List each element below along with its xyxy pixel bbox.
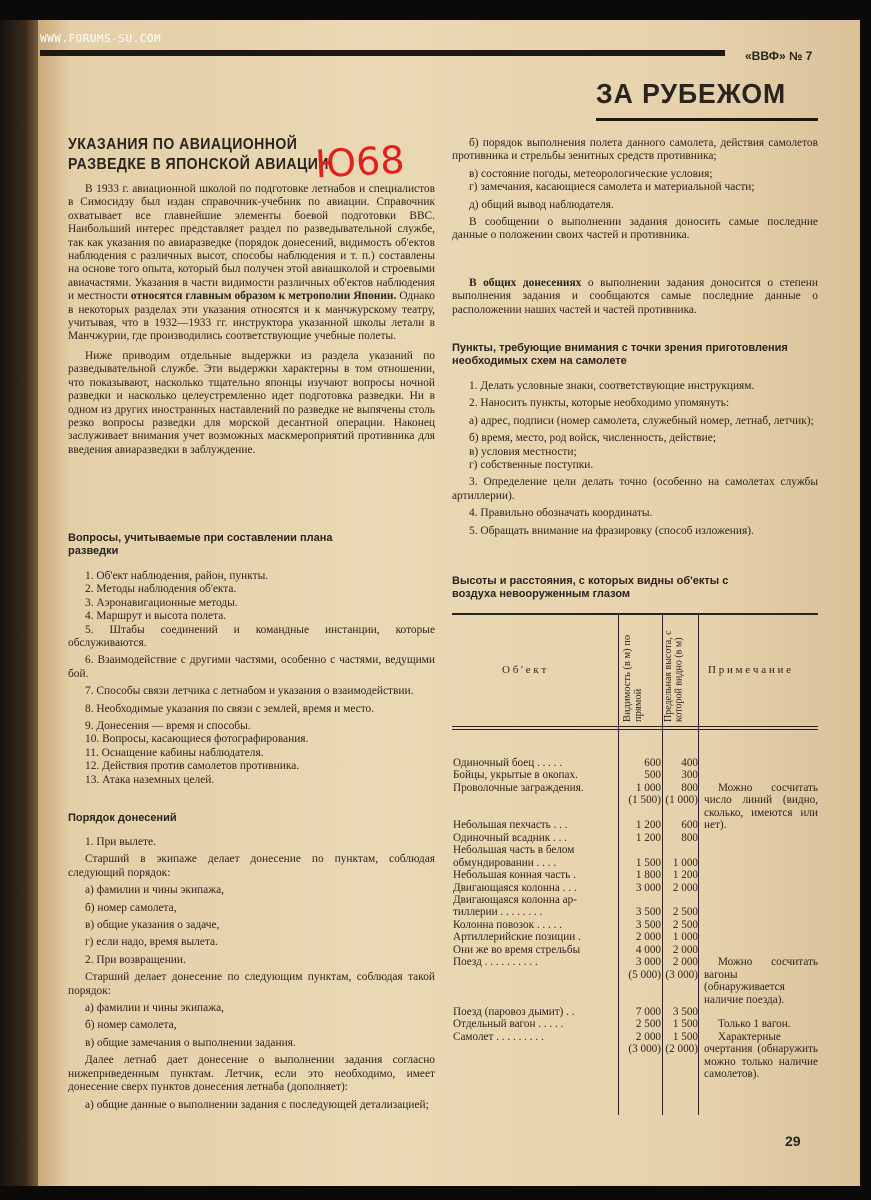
height-cell: 1 000	[672, 931, 698, 944]
object-cell: тиллерии . . . . . . . .	[453, 906, 543, 919]
bold-text: В общих донесениях	[469, 277, 582, 289]
list-item: 10. Вопросы, касающиеся фотографирования.	[85, 733, 309, 746]
watermark: WWW.FORUMS-SU.COM	[40, 32, 162, 45]
object-cell: Одиночный боец . . . . .	[453, 757, 563, 769]
object-cell: Небольшая пехчасть . . .	[453, 819, 568, 832]
plan-questions-list	[68, 570, 435, 787]
table-row	[453, 956, 698, 969]
height-cell: 800	[681, 831, 698, 844]
height-cell: 1 000	[672, 856, 698, 869]
list-item: а) фамилии и чины экипажа,	[85, 884, 224, 897]
table-row	[453, 1018, 698, 1031]
visibility-cell: 3 000	[635, 956, 661, 969]
list-item: г) замечания, касающиеся самолета и материальной части;	[469, 181, 755, 194]
list-item: 7. Способы связи летчика с летнабом и указания о взаимодействии.	[85, 685, 414, 698]
visibility-cell: 1 000	[635, 781, 661, 794]
list-item: 2. Наносить пункты, которые необходимо упомянуть:	[469, 397, 730, 410]
visibility-cell: 600	[644, 757, 661, 769]
list-item: Старший делает донесение по следующим пунктам, соблюдая такой порядок:	[68, 971, 435, 997]
list-item: Старший в экипаже делает донесение по пунктам, соблюдая следующий порядок:	[68, 853, 435, 879]
table-header-rule	[452, 726, 818, 727]
height-cell: 400	[681, 757, 698, 769]
visibility-cell: (1 500)	[628, 794, 661, 807]
object-cell: Поезд (паровоз дымит) . .	[453, 1006, 575, 1018]
header-note: П р и м е ч а н и е	[708, 664, 791, 676]
paragraph	[452, 277, 818, 317]
object-cell: Артиллерийские позиции .	[453, 931, 581, 944]
list-item: а) фамилии и чины экипажа,	[85, 1002, 224, 1015]
height-cell: 600	[681, 819, 698, 832]
list-item: д) общий вывод наблюдателя.	[469, 198, 614, 211]
page-binding-shadow	[0, 20, 42, 1186]
table-row	[453, 869, 698, 882]
height-cell: 2 500	[672, 906, 698, 919]
list-item: г) если надо, время вылета.	[85, 936, 218, 949]
visibility-cell: 2 500	[635, 1018, 661, 1031]
list-item: 8. Необходимые указания по связи с землей, время и место.	[85, 702, 375, 715]
object-cell: Отдельный вагон . . . . .	[453, 1018, 564, 1031]
height-cell: 2 000	[672, 943, 698, 956]
header-visibility: Видимость (в м) по прямой	[622, 634, 644, 722]
table-row	[453, 807, 698, 820]
height-cell: 2 500	[672, 918, 698, 931]
table-row	[453, 1043, 698, 1056]
report-order-list	[68, 836, 435, 1112]
object-cell: Двигающаяся колонна . . .	[453, 881, 577, 894]
table-row	[453, 782, 698, 795]
height-cell: 800	[681, 781, 698, 794]
list-item: 6. Взаимодействие с другими частями, особенно с частями, ведущими бой.	[68, 654, 435, 680]
height-cell: (3 000)	[665, 968, 698, 981]
object-cell: Поезд . . . . . . . . . .	[453, 956, 538, 969]
handwritten-note: Ю68	[313, 137, 406, 187]
text: В 1933 г. авиационной школой по подготовке летнабов и специалистов в Симосидзу был издан справочник-учебник по авиации. Справочник охватывает все главнейшие элементы боевой подготовки ВВС. Наибольший интерес представляет раздел по разведывательной службе, так как указания по авиаразведке (порядок донесений, видимость об'ектов наблюдения с различных высот, способы наблюдения и т. п.) составлены на основе того опыта, который был получен этой авиашколой и строевыми авиачастями. Указания в части видимости различных об'ектов наблюдения и местности	[68, 183, 435, 303]
section-heading: Порядок донесений	[68, 812, 177, 824]
object-cell: Двигающаяся колонна ар-	[453, 893, 577, 906]
general-reports-paragraph	[452, 277, 818, 317]
list-item: 4. Маршрут и высота полета.	[85, 610, 227, 623]
list-item: 5. Штабы соединений и командные инстанции, которые обслуживаются.	[68, 623, 435, 650]
height-cell: 2 000	[672, 956, 698, 969]
list-item: в) состояние погоды, метеорологические условия;	[469, 167, 713, 180]
list-item: в) условия местности;	[469, 445, 577, 458]
note-text: Можно сосчитать число линий (видно, сколько, имеются или нет).	[704, 781, 818, 832]
section-heading: Высоты и расстояния, с которых видны об'екты с воздуха невооруженным глазом	[452, 575, 729, 600]
table-row	[453, 844, 698, 857]
note-cell	[704, 782, 818, 832]
bold-text: относятся главным образом к метрополии Японии.	[130, 290, 397, 303]
list-item: 3. Аэронавигационные методы.	[85, 596, 238, 609]
visibility-cell: (3 000)	[628, 1043, 661, 1056]
visibility-cell: 1 800	[635, 869, 661, 882]
object-cell: Самолет . . . . . . . . .	[453, 1030, 544, 1043]
table-row	[453, 919, 698, 932]
table-row	[453, 857, 698, 870]
list-item: 11. Оснащение кабины наблюдателя.	[85, 746, 264, 759]
visibility-cell: 3 500	[635, 918, 661, 931]
height-cell: 300	[681, 769, 698, 782]
table-row	[453, 944, 698, 957]
object-cell: обмундировании . . . .	[453, 856, 557, 869]
page-number: 29	[785, 1133, 801, 1149]
visibility-cell: 2 000	[635, 1030, 661, 1043]
text: Однако в некоторых разделах эти указания относятся и к манчжурскому театру, учитывая, что в 1932—1933 гг. инструктора указанной школы летали в Манчжурии, где производились соответствующие учебные полеты.	[68, 290, 435, 343]
height-cell: 2 000	[672, 881, 698, 894]
paragraph: Ниже приводим отдельные выдержки из раздела указаний по разведывательной службе. Эти выдержки характерны в том отношении, что показывают, насколько тщательно японцы изучают вопросы ночной разведки и насколько целеустремленно идет подготовка разведки. Ни в одном из других иностранных наставлений по разведке не выпячены столь резко вопросы разведки для морской десантной операции. Наконец заслуживает внимания учет возможных маскмероприятий противника для введения авиаразведки в заблуждение.	[68, 349, 435, 456]
paragraph	[68, 183, 435, 344]
table-row	[453, 931, 698, 944]
list-item: 5. Обращать внимание на фразировку (способ изложения).	[469, 524, 754, 537]
note-cell	[704, 1031, 818, 1081]
list-item: б) порядок выполнения полета данного самолета, действия самолетов противника и стрельбы зенитных средств противника;	[452, 137, 818, 163]
object-cell: Небольшая конная часть .	[453, 869, 576, 882]
table-row	[453, 819, 698, 832]
visibility-cell: 500	[644, 769, 661, 782]
article-title: УКАЗАНИЯ ПО АВИАЦИОННОЙ РАЗВЕДКЕ В ЯПОНСКОЙ АВИАЦИИ	[68, 136, 329, 173]
table-row	[453, 981, 698, 994]
table-row	[453, 906, 698, 919]
rubric-heading: ЗА РУБЕЖОМ	[596, 78, 787, 109]
list-item: 1. Делать условные знаки, соответствующие инструкциям.	[469, 380, 755, 392]
table-row	[453, 757, 698, 770]
table-row	[453, 969, 698, 982]
issue-label: «ВВФ» № 7	[745, 49, 813, 63]
report-items-list	[452, 137, 818, 243]
table-row	[453, 894, 698, 907]
visibility-cell: 1 200	[635, 819, 661, 832]
list-item: в) общие указания о задаче,	[85, 919, 220, 932]
object-cell: Колонна повозок . . . . .	[453, 918, 562, 931]
left-column-intro	[68, 183, 435, 457]
table-row	[453, 1006, 698, 1019]
note-text: Характерные очертания (обнаружить можно только наличие самолетов).	[704, 1030, 818, 1081]
list-item: а) общие данные о выполнении задания с последующей детализацией;	[85, 1098, 429, 1111]
table-row	[453, 1031, 698, 1044]
visibility-cell: 1 500	[635, 856, 661, 869]
schemes-list	[452, 380, 818, 538]
list-item: 2. Методы наблюдения об'екта.	[85, 583, 237, 596]
height-cell: (2 000)	[665, 1043, 698, 1056]
table-row	[453, 769, 698, 782]
object-cell: Они же во время стрельбы	[453, 943, 581, 956]
visibility-cell: 2 000	[635, 931, 661, 944]
note-text: Можно сосчитать вагоны (обнаруживается наличие поезда).	[704, 956, 818, 1006]
column-divider	[698, 615, 699, 1115]
header-object: О б ' е к т	[502, 664, 547, 676]
visibility-cell: 3 500	[635, 906, 661, 919]
list-item: 3. Определение цели делать точно (особенно на самолетах службы артиллерии).	[452, 476, 818, 502]
table-row	[453, 994, 698, 1007]
header-height: Предельная высота, с которой видно (в м)	[663, 630, 685, 722]
rubric-underline	[596, 118, 818, 121]
list-item: 1. Об'ект наблюдения, район, пункты.	[85, 570, 269, 582]
visibility-cell: 7 000	[635, 1006, 661, 1018]
object-cell: Проволочные заграждения.	[453, 781, 584, 794]
object-cell: Бойцы, укрытые в окопах.	[453, 769, 578, 782]
section-heading: Пункты, требующие внимания с точки зрения приготовления необходимых схем на самолете	[452, 342, 788, 367]
table-row	[453, 882, 698, 895]
visibility-cell: 1 200	[635, 831, 661, 844]
height-cell: 1 500	[672, 1018, 698, 1031]
list-item: 1. При вылете.	[85, 836, 156, 848]
note-cell	[704, 956, 818, 1006]
note-cell	[704, 1018, 818, 1031]
height-cell: 3 500	[672, 1006, 698, 1018]
table-top-rule	[452, 613, 818, 615]
list-item: 13. Атака наземных целей.	[85, 773, 215, 786]
text: о выполнении задания доносится о степени выполнения задания и сообщаются самые последние данные о расположении наших частей и частей противника.	[452, 277, 818, 316]
visibility-cell: 4 000	[635, 943, 661, 956]
object-cell: Одиночный всадник . . .	[453, 831, 567, 844]
note-text: Только 1 вагон.	[718, 1018, 791, 1031]
list-item: Далее летнаб дает донесение о выполнении задания согласно нижеприведенным пунктам. Летчик, если это необходимо, имеет донесение сверх пунктов донесения летнаба (дополняет):	[68, 1054, 435, 1094]
list-item: В сообщении о выполнении задания доносить самые последние данные о положении своих частей и противника.	[452, 216, 818, 242]
header-rule	[40, 50, 725, 56]
object-cell: Небольшая часть в белом	[453, 844, 575, 857]
list-item: г) собственные поступки.	[469, 459, 594, 472]
list-item: а) адрес, подписи (номер самолета, служебный номер, летнаб, летчик);	[469, 414, 814, 427]
height-cell: (1 000)	[665, 794, 698, 807]
list-item: 9. Донесения — время и способы.	[85, 720, 251, 733]
visibility-cell: 3 000	[635, 881, 661, 894]
list-item: в) общие замечания о выполнении задания.	[85, 1036, 296, 1049]
table-row	[453, 832, 698, 845]
height-cell: 1 200	[672, 869, 698, 882]
list-item: б) номер самолета,	[85, 901, 177, 914]
list-item: б) время, место, род войск, численность, действие;	[469, 432, 717, 445]
visibility-cell: (5 000)	[628, 968, 661, 981]
list-item: 12. Действия против самолетов противника.	[85, 760, 300, 773]
table-header-rule	[452, 729, 818, 730]
table-row	[453, 794, 698, 807]
height-cell: 1 500	[672, 1030, 698, 1043]
list-item: б) номер самолета,	[85, 1019, 177, 1032]
section-heading: Вопросы, учитываемые при составлении плана разведки	[68, 532, 333, 557]
list-item: 2. При возвращении.	[85, 953, 186, 966]
list-item: 4. Правильно обозначать координаты.	[469, 507, 653, 520]
